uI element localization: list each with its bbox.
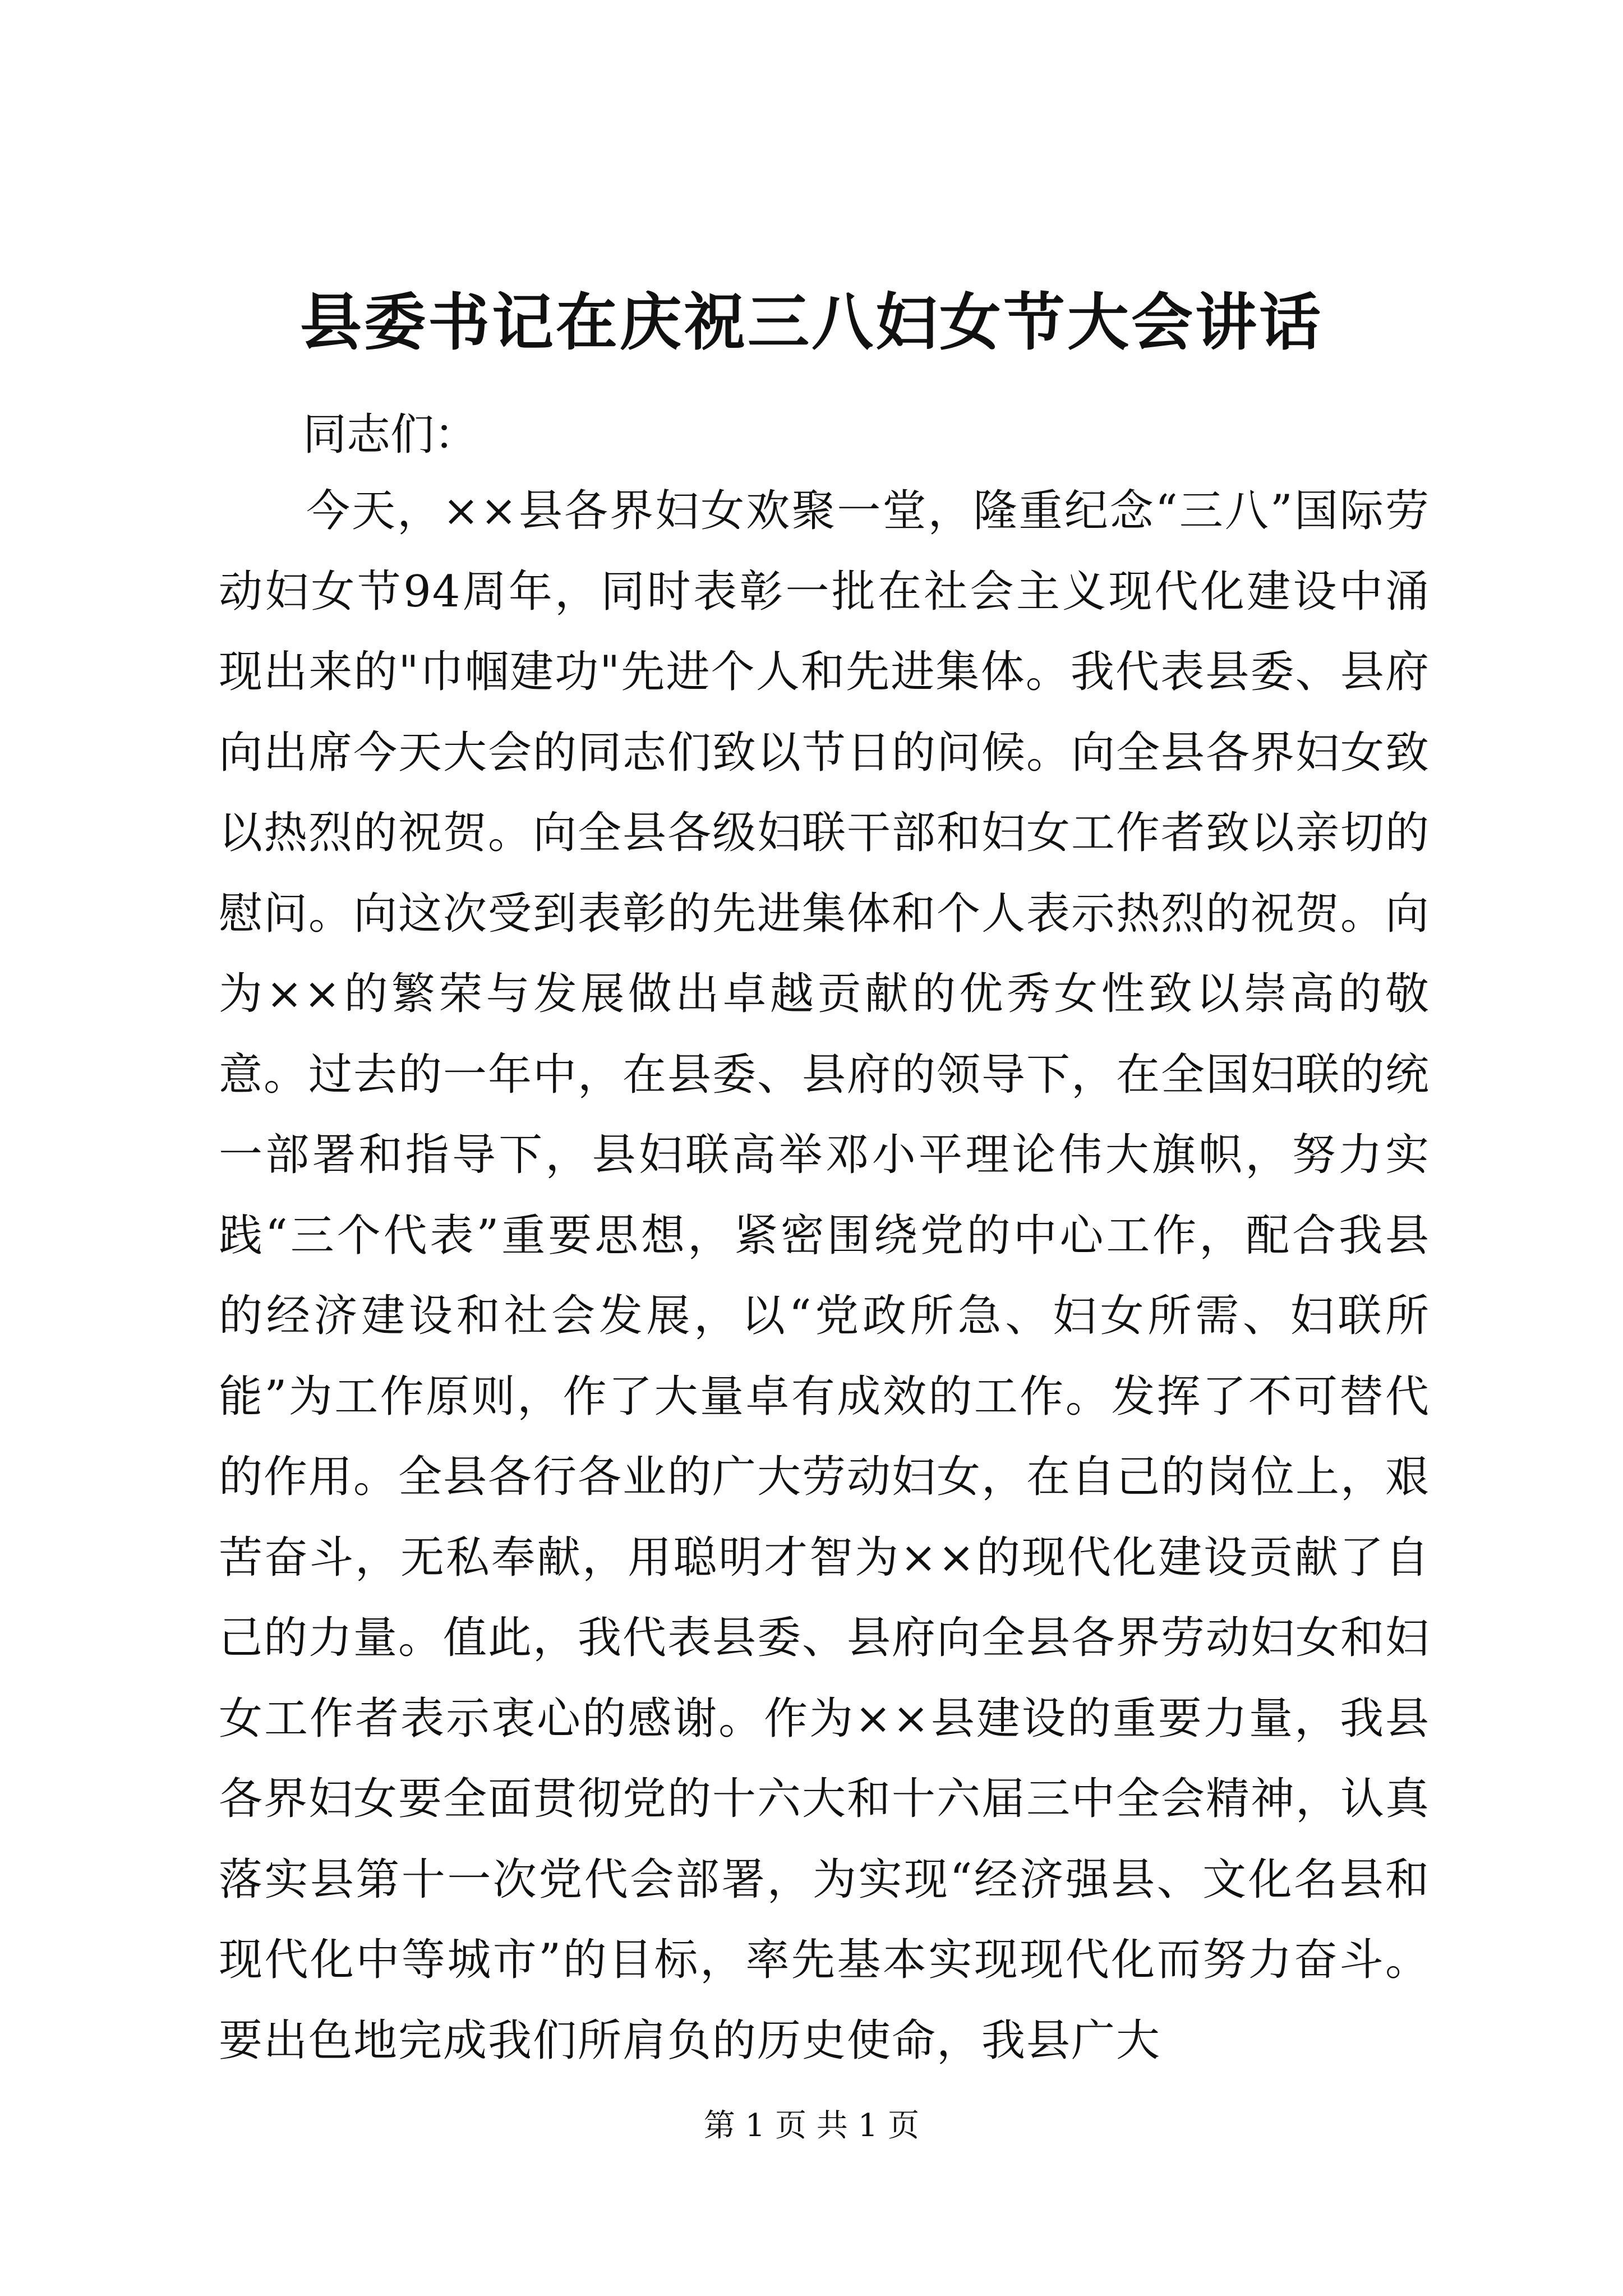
salutation: 同志们： bbox=[303, 409, 478, 460]
page-footer: 第 1 页 共 1 页 bbox=[703, 2108, 920, 2144]
body-paragraph: 今天，××县各界妇女欢聚一堂，隆重纪念“三八”国际劳动妇女节94周年，同时表彰一批在社会主义现代化建设中涌现出来的"巾帼建功"先进个人和先进集体。我代表县委、县府向出席今天大会的同志们致以节日的问候。向全县各界妇女致以热烈的祝贺。向全县各级妇联干部和妇女工作者致以亲切的慰问。向这次受到表彰的先进集体和个人表示热烈的祝贺。向为××的繁荣与发展做出卓越贡献的优秀女性致以崇高的敬意。过去的一年中，在县委、县府的领导下，在全国妇联的统一部署和指导下，县妇联高举邓小平理论伟大旗帜，努力实践“三个代表”重要思想，紧密围绕党的中心工作，配合我县的经济建设和社会发展，以“党政所急、妇女所需、妇联所能”为工作原则，作了大量卓有成效的工作。发挥了不可替代的作用。全县各行各业的广大劳动妇女，在自己的岗位上，艰苦奋斗，无私奉献，用聪明才智为××的现代化建设贡献了自己的力量。值此，我代表县委、县府向全县各界劳动妇女和妇女工作者表示衷心的感谢。作为××县建设的重要力量，我县各界妇女要全面贯彻党的十六大和十六届三中全会精神，认真落实县第十一次党代会部署，为实现“经济强县、文化名县和现代化中等城市”的目标，率先基本实现现代化而努力奋斗。要出色地完成我们所肩负的历史使命，我县广大 bbox=[219, 486, 1431, 2066]
document-title: 县委书记在庆祝三八妇女节大会讲话 bbox=[300, 286, 1323, 358]
